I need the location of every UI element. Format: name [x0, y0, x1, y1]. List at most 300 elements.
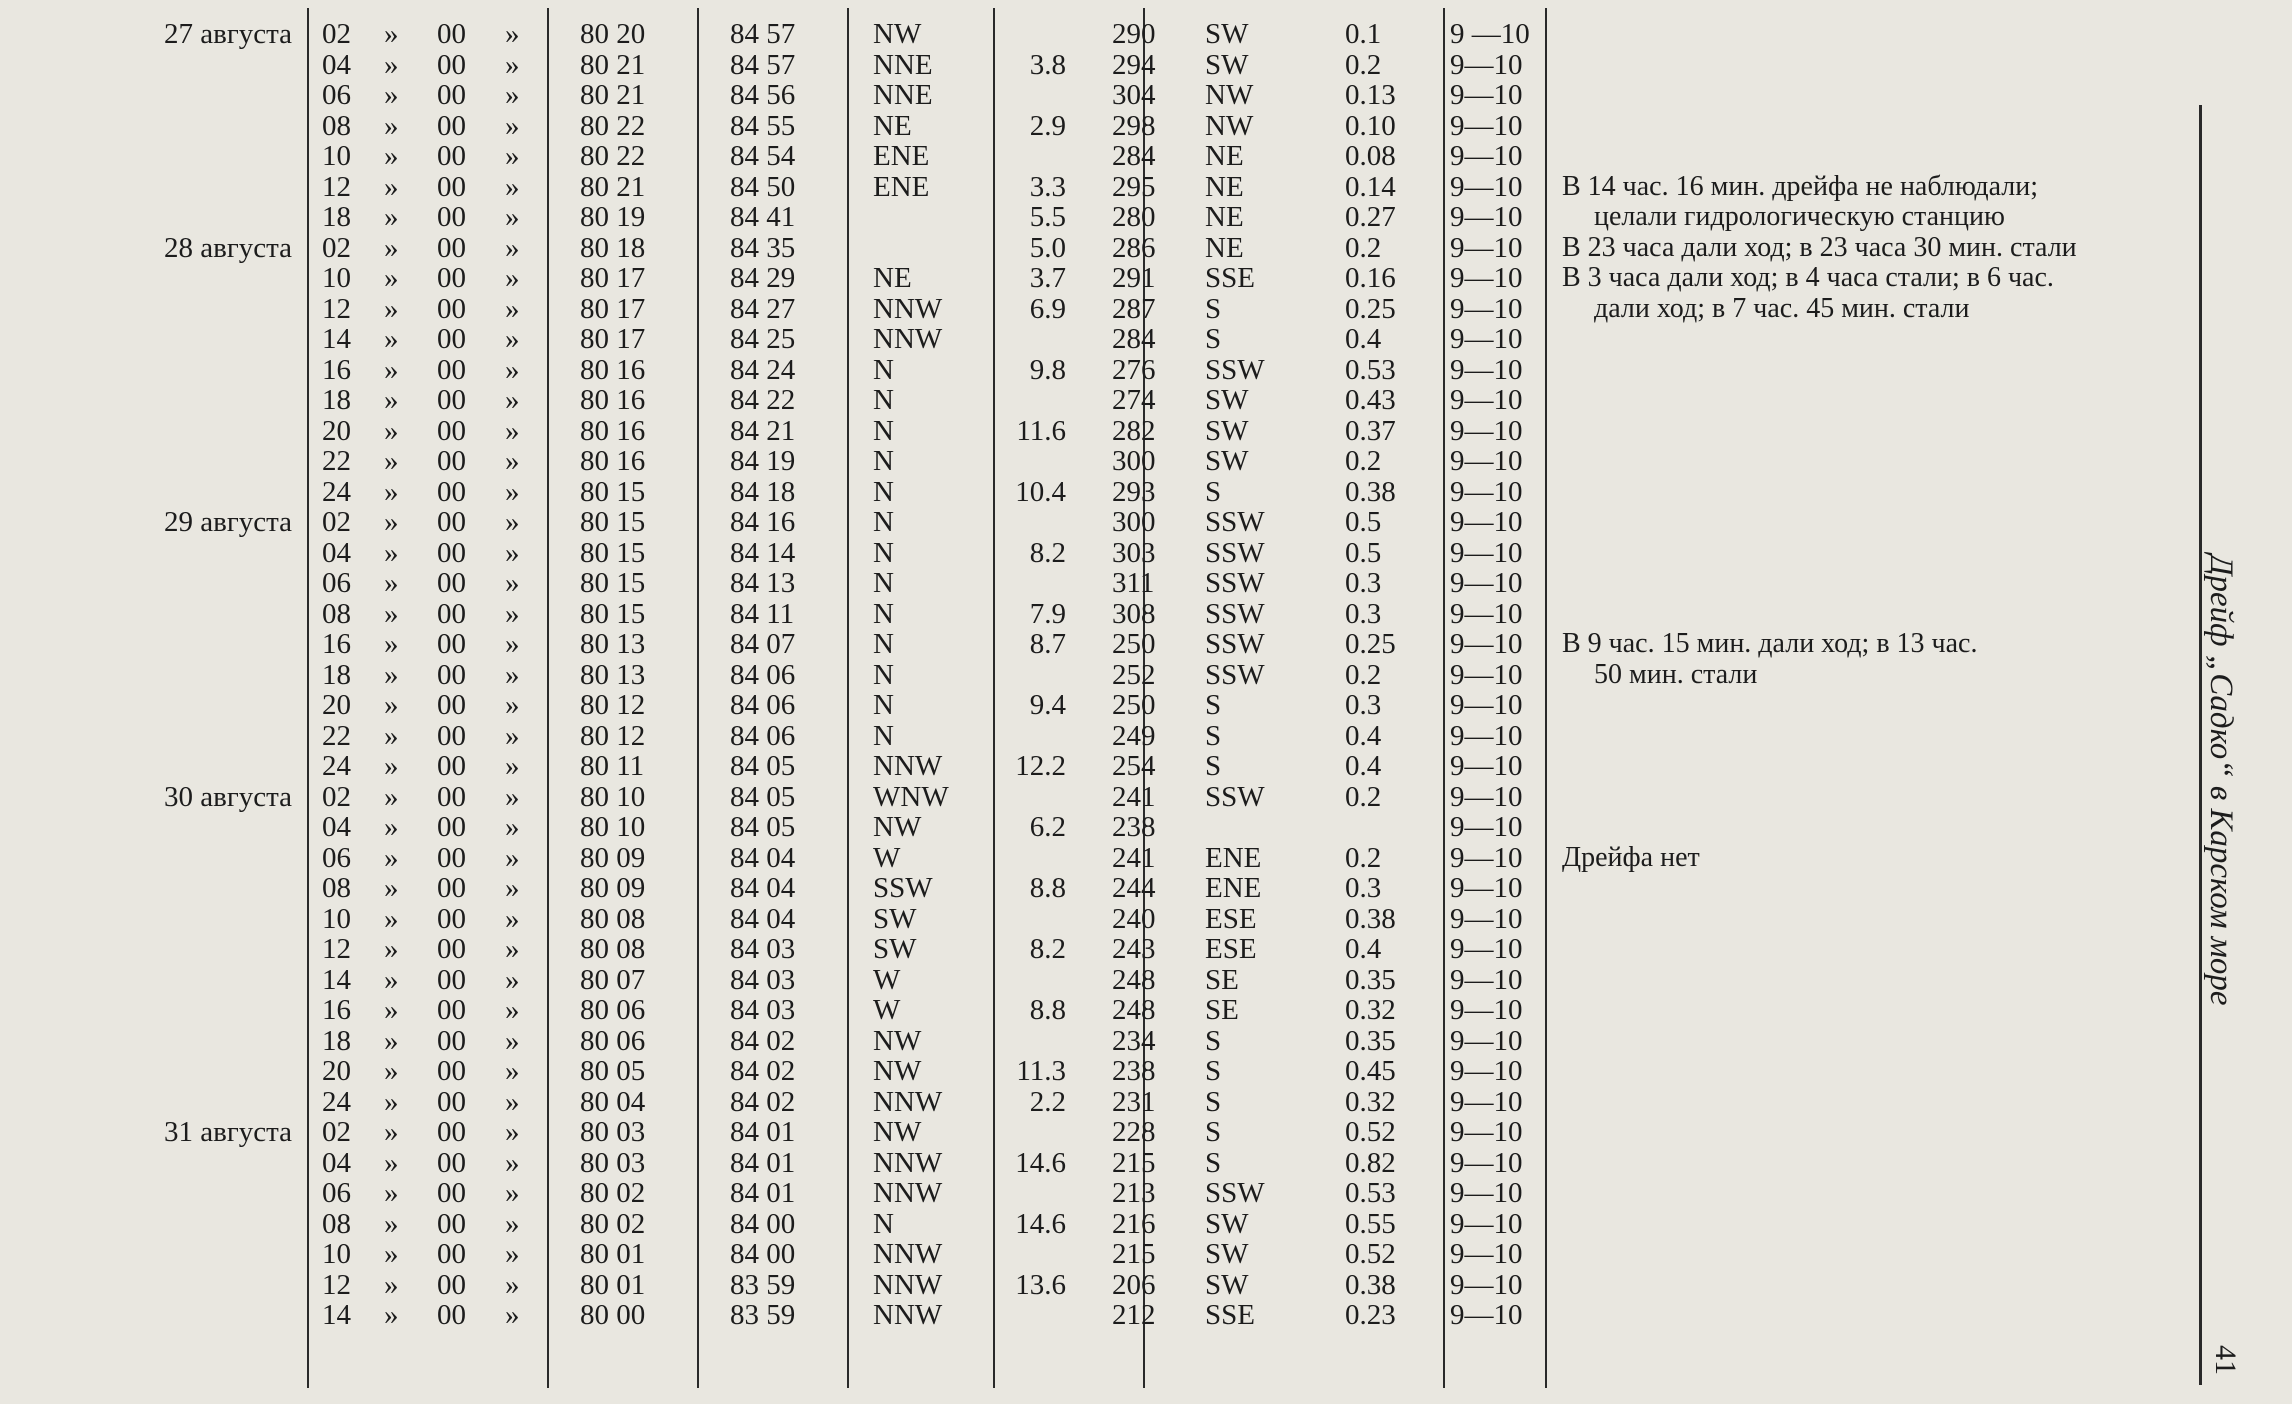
- wind-direction-cell: N: [873, 353, 894, 386]
- drift-direction-cell: SSE: [1205, 1299, 1255, 1331]
- hour-cell: 18: [322, 1024, 351, 1057]
- drift-speed-cell: 0.37: [1345, 414, 1396, 447]
- hour-cell: 24: [322, 1085, 351, 1118]
- longitude-cell: 84 05: [730, 750, 796, 782]
- longitude-cell: 84 56: [730, 79, 796, 111]
- table-row: [0, 812, 1560, 843]
- longitude-cell: 84 11: [730, 597, 795, 630]
- table-row: [0, 1117, 1560, 1148]
- ditto-mark: »: [384, 353, 399, 386]
- drift-direction-deg-cell: 250: [1112, 689, 1156, 721]
- drift-speed-cell: 0.2: [1345, 48, 1382, 81]
- hour-cell: 10: [322, 262, 351, 294]
- drift-speed-cell: 0.38: [1345, 902, 1396, 935]
- latitude-cell: 80 20: [580, 18, 646, 50]
- minute-cell: 00: [437, 628, 466, 660]
- wind-direction-cell: N: [873, 1207, 894, 1240]
- ditto-mark: »: [384, 1024, 399, 1057]
- table-row: [0, 141, 1560, 172]
- ditto-mark: »: [384, 1207, 399, 1240]
- remark-line: В 9 час. 15 мин. дали ход; в 13 час.: [1562, 628, 1978, 659]
- wind-direction-cell: ENE: [873, 140, 930, 172]
- drift-direction-cell: NW: [1205, 109, 1254, 142]
- drift-speed-cell: 0.5: [1345, 506, 1382, 538]
- longitude-cell: 84 07: [730, 628, 796, 660]
- drift-direction-deg-cell: 241: [1112, 841, 1156, 874]
- minute-cell: 00: [437, 109, 466, 142]
- hour-cell: 06: [322, 79, 351, 111]
- drift-speed-cell: 0.4: [1345, 933, 1382, 965]
- table-row: [0, 1148, 1560, 1179]
- remark-line: 50 мин. стали: [1594, 658, 1758, 690]
- wind-speed-cell: 3.8: [1029, 48, 1066, 81]
- latitude-cell: 80 16: [580, 445, 646, 477]
- wind-direction-cell: N: [873, 445, 894, 477]
- wind-speed-cell: 9.4: [1029, 689, 1066, 721]
- wind-direction-cell: WNW: [873, 780, 949, 813]
- drift-direction-deg-cell: 300: [1112, 506, 1156, 538]
- remark-line: Дрейфа нет: [1562, 841, 1700, 873]
- wind-direction-cell: NNW: [873, 1268, 943, 1301]
- table-row: [0, 233, 1560, 264]
- longitude-cell: 84 04: [730, 872, 796, 904]
- table-row: [0, 934, 1560, 965]
- ditto-mark: »: [384, 262, 399, 294]
- hour-cell: 08: [322, 597, 351, 630]
- wind-direction-cell: NNW: [873, 323, 943, 355]
- wind-direction-cell: NNE: [873, 79, 933, 111]
- drift-direction-cell: SSW: [1205, 597, 1265, 630]
- drift-direction-cell: SW: [1205, 1268, 1249, 1301]
- wind-direction-cell: SSW: [873, 872, 933, 904]
- wind-speed-cell: 11.3: [1016, 1055, 1066, 1087]
- longitude-cell: 84 02: [730, 1024, 796, 1057]
- table-row: [0, 690, 1560, 721]
- ditto-mark: »: [505, 201, 520, 233]
- ditto-mark: »: [505, 536, 520, 569]
- wind-speed-cell: 13.6: [1015, 1268, 1066, 1301]
- drift-speed-cell: 0.2: [1345, 658, 1382, 691]
- wind-speed-cell: 11.6: [1016, 414, 1066, 447]
- latitude-cell: 80 16: [580, 353, 646, 386]
- table-row: [0, 416, 1560, 447]
- hour-cell: 16: [322, 994, 351, 1026]
- drift-direction-cell: SW: [1205, 1238, 1249, 1270]
- ditto-mark: »: [505, 140, 520, 172]
- wind-speed-cell: 9.8: [1029, 353, 1066, 386]
- ditto-mark: »: [505, 109, 520, 142]
- wind-direction-cell: W: [873, 841, 901, 874]
- hour-cell: 22: [322, 719, 351, 752]
- ditto-mark: »: [505, 780, 520, 813]
- ditto-mark: »: [505, 933, 520, 965]
- table-row: [0, 751, 1560, 782]
- latitude-cell: 80 02: [580, 1177, 646, 1209]
- ice-concentration-cell: 9—10: [1450, 536, 1523, 569]
- drift-direction-cell: SW: [1205, 384, 1249, 416]
- drift-speed-cell: 0.32: [1345, 1085, 1396, 1118]
- ditto-mark: »: [384, 231, 399, 264]
- longitude-cell: 84 03: [730, 994, 796, 1026]
- drift-direction-deg-cell: 254: [1112, 750, 1156, 782]
- ditto-mark: »: [505, 658, 520, 691]
- drift-direction-cell: NE: [1205, 231, 1244, 264]
- ice-concentration-cell: 9—10: [1450, 1055, 1523, 1087]
- table-row: [0, 721, 1560, 752]
- drift-direction-cell: SW: [1205, 48, 1249, 81]
- drift-speed-cell: 0.52: [1345, 1116, 1396, 1148]
- wind-speed-cell: 3.3: [1029, 170, 1066, 203]
- longitude-cell: 84 06: [730, 689, 796, 721]
- latitude-cell: 80 02: [580, 1207, 646, 1240]
- longitude-cell: 84 00: [730, 1207, 796, 1240]
- longitude-cell: 84 04: [730, 902, 796, 935]
- ditto-mark: »: [505, 414, 520, 447]
- latitude-cell: 80 09: [580, 841, 646, 874]
- ditto-mark: »: [505, 1024, 520, 1057]
- drift-speed-cell: 0.2: [1345, 841, 1382, 874]
- drift-speed-cell: 0.32: [1345, 994, 1396, 1026]
- latitude-cell: 80 01: [580, 1268, 646, 1301]
- latitude-cell: 80 21: [580, 79, 646, 111]
- ice-concentration-cell: 9—10: [1450, 719, 1523, 752]
- minute-cell: 00: [437, 811, 466, 843]
- minute-cell: 00: [437, 750, 466, 782]
- minute-cell: 00: [437, 1207, 466, 1240]
- ice-concentration-cell: 9—10: [1450, 1024, 1523, 1057]
- longitude-cell: 84 05: [730, 811, 796, 843]
- drift-direction-deg-cell: 250: [1112, 628, 1156, 660]
- latitude-cell: 80 21: [580, 48, 646, 81]
- latitude-cell: 80 10: [580, 780, 646, 813]
- hour-cell: 20: [322, 414, 351, 447]
- hour-cell: 22: [322, 445, 351, 477]
- hour-cell: 04: [322, 811, 351, 843]
- wind-direction-cell: N: [873, 567, 894, 599]
- drift-direction-cell: SSW: [1205, 567, 1265, 599]
- ice-concentration-cell: 9—10: [1450, 231, 1523, 264]
- hour-cell: 14: [322, 1299, 351, 1331]
- minute-cell: 00: [437, 384, 466, 416]
- wind-speed-cell: 10.4: [1015, 475, 1066, 508]
- minute-cell: 00: [437, 79, 466, 111]
- ditto-mark: »: [384, 109, 399, 142]
- drift-direction-deg-cell: 274: [1112, 384, 1156, 416]
- drift-direction-cell: NE: [1205, 201, 1244, 233]
- ditto-mark: »: [384, 292, 399, 325]
- latitude-cell: 80 22: [580, 140, 646, 172]
- ditto-mark: »: [384, 658, 399, 691]
- wind-speed-cell: 3.7: [1029, 262, 1066, 294]
- longitude-cell: 84 27: [730, 292, 796, 325]
- drift-direction-deg-cell: 238: [1112, 1055, 1156, 1087]
- drift-direction-deg-cell: 228: [1112, 1116, 1156, 1148]
- drift-direction-deg-cell: 248: [1112, 994, 1156, 1026]
- page-number: 41: [2209, 1345, 2242, 1375]
- drift-speed-cell: 0.16: [1345, 262, 1396, 294]
- wind-speed-cell: 6.2: [1029, 811, 1066, 843]
- ice-concentration-cell: 9—10: [1450, 1146, 1523, 1179]
- table-row: [0, 538, 1560, 569]
- ditto-mark: »: [505, 445, 520, 477]
- minute-cell: 00: [437, 1299, 466, 1331]
- wind-speed-cell: 8.8: [1029, 994, 1066, 1026]
- drift-direction-deg-cell: 216: [1112, 1207, 1156, 1240]
- ditto-mark: »: [505, 231, 520, 264]
- drift-direction-cell: SW: [1205, 445, 1249, 477]
- ice-concentration-cell: 9—10: [1450, 628, 1523, 660]
- ditto-mark: »: [384, 48, 399, 81]
- longitude-cell: 84 50: [730, 170, 796, 203]
- minute-cell: 00: [437, 841, 466, 874]
- latitude-cell: 80 21: [580, 170, 646, 203]
- drift-direction-deg-cell: 243: [1112, 933, 1156, 965]
- minute-cell: 00: [437, 963, 466, 996]
- drift-direction-cell: SSW: [1205, 628, 1265, 660]
- remark-line: В 3 часа дали ход; в 4 часа стали; в 6 час.: [1562, 262, 2054, 293]
- ice-concentration-cell: 9—10: [1450, 994, 1523, 1026]
- wind-direction-cell: NNE: [873, 48, 933, 81]
- hour-cell: 20: [322, 1055, 351, 1087]
- minute-cell: 00: [437, 1024, 466, 1057]
- ditto-mark: »: [505, 597, 520, 630]
- ice-concentration-cell: 9—10: [1450, 262, 1523, 294]
- ditto-mark: »: [384, 1146, 399, 1179]
- drift-speed-cell: 0.27: [1345, 201, 1396, 233]
- drift-direction-deg-cell: 308: [1112, 597, 1156, 630]
- longitude-cell: 84 57: [730, 48, 796, 81]
- table-row: [0, 172, 1560, 203]
- drift-speed-cell: 0.4: [1345, 750, 1382, 782]
- latitude-cell: 80 03: [580, 1116, 646, 1148]
- ditto-mark: »: [505, 48, 520, 81]
- drift-direction-deg-cell: 284: [1112, 323, 1156, 355]
- longitude-cell: 84 03: [730, 963, 796, 996]
- hour-cell: 12: [322, 170, 351, 203]
- latitude-cell: 80 09: [580, 872, 646, 904]
- hour-cell: 10: [322, 1238, 351, 1270]
- drift-direction-cell: S: [1205, 689, 1222, 721]
- table-row: [0, 1239, 1560, 1270]
- ice-concentration-cell: 9—10: [1450, 933, 1523, 965]
- drift-speed-cell: 0.53: [1345, 1177, 1396, 1209]
- longitude-cell: 84 16: [730, 506, 796, 538]
- wind-speed-cell: 8.2: [1029, 536, 1066, 569]
- wind-speed-cell: 2.2: [1029, 1085, 1066, 1118]
- latitude-cell: 80 17: [580, 323, 646, 355]
- drift-speed-cell: 0.2: [1345, 780, 1382, 813]
- ditto-mark: »: [384, 323, 399, 355]
- ditto-mark: »: [384, 170, 399, 203]
- ditto-mark: »: [505, 1299, 520, 1331]
- ice-concentration-cell: 9—10: [1450, 689, 1523, 721]
- drift-direction-deg-cell: 287: [1112, 292, 1156, 325]
- ice-concentration-cell: 9—10: [1450, 1207, 1523, 1240]
- ditto-mark: »: [384, 201, 399, 233]
- minute-cell: 00: [437, 475, 466, 508]
- drift-direction-cell: SW: [1205, 18, 1249, 50]
- minute-cell: 00: [437, 1055, 466, 1087]
- ice-concentration-cell: 9—10: [1450, 872, 1523, 904]
- hour-cell: 06: [322, 567, 351, 599]
- minute-cell: 00: [437, 445, 466, 477]
- latitude-cell: 80 16: [580, 384, 646, 416]
- wind-direction-cell: N: [873, 719, 894, 752]
- wind-direction-cell: NNW: [873, 1085, 943, 1118]
- longitude-cell: 84 02: [730, 1085, 796, 1118]
- date-cell: 28 августа: [164, 231, 292, 264]
- minute-cell: 00: [437, 780, 466, 813]
- wind-direction-cell: N: [873, 658, 894, 691]
- wind-direction-cell: N: [873, 628, 894, 660]
- wind-direction-cell: NW: [873, 1024, 922, 1057]
- minute-cell: 00: [437, 262, 466, 294]
- remark-line: В 23 часа дали ход; в 23 часа 30 мин. стали: [1562, 231, 2077, 263]
- drift-speed-cell: 0.3: [1345, 597, 1382, 630]
- drift-speed-cell: 0.08: [1345, 140, 1396, 172]
- ditto-mark: »: [505, 262, 520, 294]
- ice-concentration-cell: 9—10: [1450, 811, 1523, 843]
- ditto-mark: »: [384, 1085, 399, 1118]
- hour-cell: 10: [322, 902, 351, 935]
- wind-direction-cell: NNW: [873, 1299, 943, 1331]
- table-row: [0, 324, 1560, 355]
- drift-speed-cell: 0.82: [1345, 1146, 1396, 1179]
- ditto-mark: »: [505, 841, 520, 874]
- ice-concentration-cell: 9—10: [1450, 170, 1523, 203]
- ice-concentration-cell: 9—10: [1450, 445, 1523, 477]
- ditto-mark: »: [505, 1146, 520, 1179]
- ditto-mark: »: [384, 750, 399, 782]
- minute-cell: 00: [437, 1116, 466, 1148]
- latitude-cell: 80 06: [580, 1024, 646, 1057]
- wind-speed-cell: 2.9: [1029, 109, 1066, 142]
- drift-direction-cell: NE: [1205, 140, 1244, 172]
- ice-concentration-cell: 9—10: [1450, 353, 1523, 386]
- date-cell: 30 августа: [164, 780, 292, 813]
- remark-line: дали ход; в 7 час. 45 мин. стали: [1594, 292, 1970, 324]
- hour-cell: 02: [322, 231, 351, 264]
- longitude-cell: 84 03: [730, 933, 796, 965]
- hour-cell: 12: [322, 1268, 351, 1301]
- table-row: [0, 50, 1560, 81]
- longitude-cell: 84 14: [730, 536, 796, 569]
- drift-direction-cell: S: [1205, 719, 1222, 752]
- minute-cell: 00: [437, 201, 466, 233]
- ice-concentration-cell: 9—10: [1450, 323, 1523, 355]
- drift-speed-cell: 0.25: [1345, 628, 1396, 660]
- drift-speed-cell: 0.23: [1345, 1299, 1396, 1331]
- ice-concentration-cell: 9—10: [1450, 506, 1523, 538]
- drift-speed-cell: 0.2: [1345, 445, 1382, 477]
- longitude-cell: 84 24: [730, 353, 796, 386]
- drift-direction-cell: SE: [1205, 994, 1239, 1026]
- ice-concentration-cell: 9—10: [1450, 1116, 1523, 1148]
- latitude-cell: 80 17: [580, 262, 646, 294]
- minute-cell: 00: [437, 719, 466, 752]
- wind-direction-cell: NNW: [873, 1238, 943, 1270]
- longitude-cell: 84 19: [730, 445, 796, 477]
- ditto-mark: »: [384, 567, 399, 599]
- longitude-cell: 84 21: [730, 414, 796, 447]
- drift-speed-cell: 0.13: [1345, 79, 1396, 111]
- drift-speed-cell: 0.5: [1345, 536, 1382, 569]
- table-row: [0, 385, 1560, 416]
- drift-speed-cell: 0.3: [1345, 872, 1382, 904]
- ditto-mark: »: [505, 323, 520, 355]
- latitude-cell: 80 06: [580, 994, 646, 1026]
- ditto-mark: »: [505, 18, 520, 50]
- minute-cell: 00: [437, 231, 466, 264]
- drift-speed-cell: 0.3: [1345, 689, 1382, 721]
- wind-direction-cell: NNW: [873, 750, 943, 782]
- ditto-mark: »: [384, 384, 399, 416]
- hour-cell: 14: [322, 963, 351, 996]
- minute-cell: 00: [437, 414, 466, 447]
- drift-speed-cell: 0.55: [1345, 1207, 1396, 1240]
- wind-speed-cell: 14.6: [1015, 1207, 1066, 1240]
- ice-concentration-cell: 9—10: [1450, 48, 1523, 81]
- drift-direction-deg-cell: 206: [1112, 1268, 1156, 1301]
- drift-direction-cell: SSW: [1205, 506, 1265, 538]
- latitude-cell: 80 05: [580, 1055, 646, 1087]
- drift-speed-cell: 0.25: [1345, 292, 1396, 325]
- latitude-cell: 80 03: [580, 1146, 646, 1179]
- drift-speed-cell: 0.3: [1345, 567, 1382, 599]
- longitude-cell: 84 57: [730, 18, 796, 50]
- ditto-mark: »: [384, 506, 399, 538]
- latitude-cell: 80 13: [580, 658, 646, 691]
- drift-direction-cell: S: [1205, 1024, 1222, 1057]
- minute-cell: 00: [437, 658, 466, 691]
- wind-speed-cell: 5.0: [1029, 231, 1066, 264]
- ice-concentration-cell: 9—10: [1450, 963, 1523, 996]
- wind-speed-cell: 7.9: [1029, 597, 1066, 630]
- drift-speed-cell: 0.43: [1345, 384, 1396, 416]
- drift-direction-deg-cell: 234: [1112, 1024, 1156, 1057]
- minute-cell: 00: [437, 872, 466, 904]
- ditto-mark: »: [505, 811, 520, 843]
- drift-direction-cell: SSW: [1205, 780, 1265, 813]
- drift-direction-cell: S: [1205, 292, 1222, 325]
- drift-direction-deg-cell: 298: [1112, 109, 1156, 142]
- table-row: [0, 1178, 1560, 1209]
- table-row: [0, 629, 1560, 660]
- hour-cell: 24: [322, 475, 351, 508]
- longitude-cell: 84 00: [730, 1238, 796, 1270]
- drift-speed-cell: 0.38: [1345, 475, 1396, 508]
- ditto-mark: »: [384, 79, 399, 111]
- latitude-cell: 80 00: [580, 1299, 646, 1331]
- hour-cell: 04: [322, 1146, 351, 1179]
- hour-cell: 08: [322, 109, 351, 142]
- drift-direction-cell: NE: [1205, 170, 1244, 203]
- longitude-cell: 84 18: [730, 475, 796, 508]
- hour-cell: 16: [322, 353, 351, 386]
- ice-concentration-cell: 9—10: [1450, 1268, 1523, 1301]
- ditto-mark: »: [384, 140, 399, 172]
- table-row: [0, 1300, 1560, 1331]
- drift-direction-cell: S: [1205, 1116, 1222, 1148]
- ditto-mark: »: [505, 963, 520, 996]
- drift-direction-cell: S: [1205, 1085, 1222, 1118]
- minute-cell: 00: [437, 1177, 466, 1209]
- latitude-cell: 80 16: [580, 414, 646, 447]
- drift-direction-deg-cell: 244: [1112, 872, 1156, 904]
- wind-direction-cell: NE: [873, 262, 912, 294]
- table-row: [0, 1056, 1560, 1087]
- ditto-mark: »: [384, 475, 399, 508]
